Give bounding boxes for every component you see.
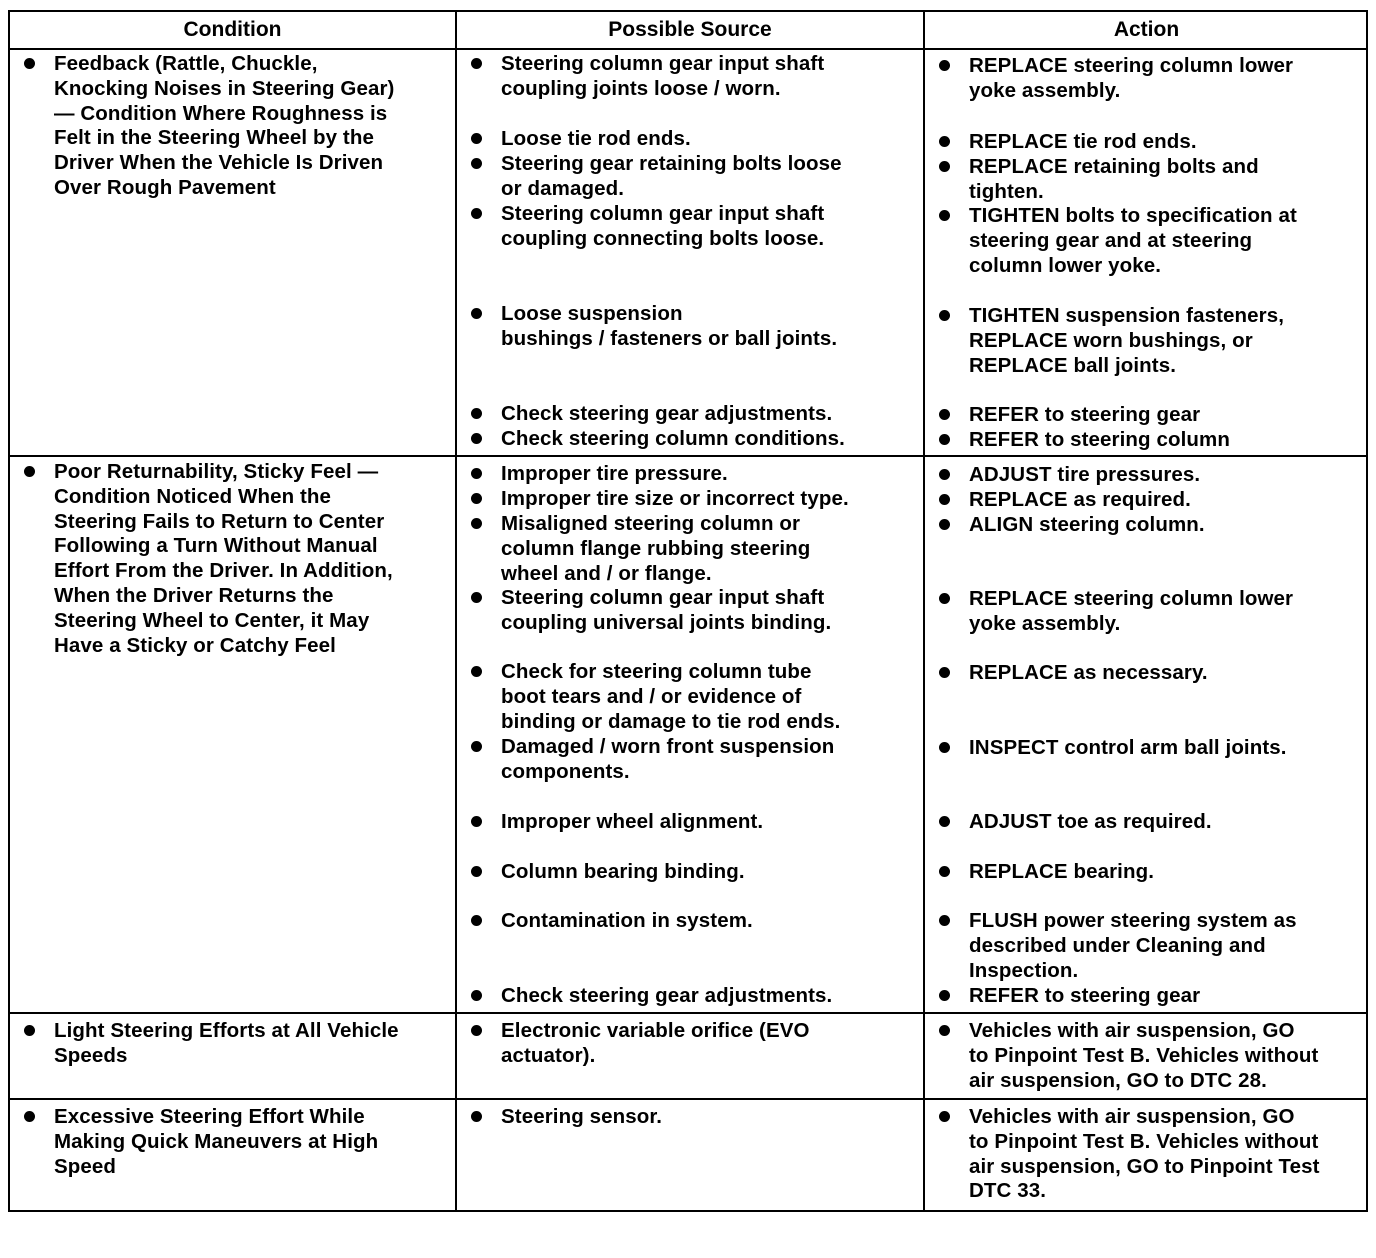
bullet-icon bbox=[939, 1025, 950, 1036]
bullet-icon bbox=[939, 310, 950, 321]
bullet-icon bbox=[471, 866, 482, 877]
action-text: TIGHTEN bolts to specification at steering gear and at steering column lower yoke. bbox=[969, 204, 1297, 277]
action-text: FLUSH power steering system as described under Cleaning and Inspection. bbox=[969, 909, 1297, 982]
bullet-icon bbox=[939, 866, 950, 877]
source-text: Steering column gear input shaft coupling connecting bolts loose. bbox=[501, 202, 825, 250]
source-text: Loose tie rod ends. bbox=[501, 127, 691, 150]
action-item bbox=[925, 909, 1368, 983]
action-text: ADJUST tire pressures. bbox=[969, 463, 1201, 486]
source-item bbox=[457, 810, 923, 835]
source-text: Improper wheel alignment. bbox=[501, 810, 764, 833]
action-text: TIGHTEN suspension fasteners, REPLACE worn bushings, or REPLACE ball joints. bbox=[969, 304, 1285, 377]
action-text: REPLACE steering column lower yoke assembly. bbox=[969, 587, 1294, 635]
condition-item bbox=[10, 1105, 455, 1179]
action-text: ADJUST toe as required. bbox=[969, 810, 1212, 833]
action-text: Vehicles with air suspension, GO to Pinpoint Test B. Vehicles without air suspension, GO to Pinpoint Test DTC 33. bbox=[969, 1105, 1320, 1203]
bullet-icon bbox=[471, 408, 482, 419]
bullet-icon bbox=[939, 136, 950, 147]
source-text: Check steering gear adjustments. bbox=[501, 984, 833, 1007]
source-item bbox=[457, 1019, 923, 1069]
action-text: REPLACE tie rod ends. bbox=[969, 130, 1197, 153]
action-item bbox=[925, 1105, 1368, 1204]
bullet-icon bbox=[471, 741, 482, 752]
source-item bbox=[457, 402, 923, 427]
action-item bbox=[925, 403, 1368, 428]
header-possible-source: Possible Source bbox=[608, 18, 772, 41]
condition-text: Poor Returnability, Sticky Feel — Condition Noticed When the Steering Fails to Return to Center Following a Turn Without Manual Effort From the Driver. In Addition, When the Driver Returns the Steering Wheel to Center, it May Have a Sticky or Catchy Feel bbox=[54, 460, 393, 657]
bullet-icon bbox=[471, 915, 482, 926]
bullet-icon bbox=[939, 1111, 950, 1122]
source-text: Steering column gear input shaft coupling joints loose / worn. bbox=[501, 52, 825, 100]
source-item bbox=[457, 302, 923, 352]
source-text: Column bearing binding. bbox=[501, 860, 745, 883]
source-text: Improper tire size or incorrect type. bbox=[501, 487, 849, 510]
source-item bbox=[457, 462, 923, 487]
source-text: Misaligned steering column or column flange rubbing steering wheel and / or flange. bbox=[501, 512, 811, 585]
header-condition: Condition bbox=[183, 18, 282, 41]
action-item bbox=[925, 428, 1368, 453]
bullet-icon bbox=[939, 469, 950, 480]
bullet-icon bbox=[939, 60, 950, 71]
bullet-icon bbox=[939, 667, 950, 678]
bullet-icon bbox=[939, 593, 950, 604]
action-text: REFER to steering gear bbox=[969, 984, 1201, 1007]
action-item bbox=[925, 463, 1368, 488]
source-text: Check steering column conditions. bbox=[501, 427, 845, 450]
troubleshooting-table bbox=[8, 10, 1368, 1212]
bullet-icon bbox=[24, 1111, 35, 1122]
source-item bbox=[457, 860, 923, 885]
bullet-icon bbox=[939, 816, 950, 827]
bullet-icon bbox=[939, 161, 950, 172]
source-text: Electronic variable orifice (EVO actuator). bbox=[501, 1019, 810, 1067]
source-text: Loose suspension bushings / fasteners or ball joints. bbox=[501, 302, 838, 350]
bullet-icon bbox=[471, 816, 482, 827]
bullet-icon bbox=[939, 434, 950, 445]
source-item bbox=[457, 127, 923, 152]
action-text: REPLACE retaining bolts and tighten. bbox=[969, 155, 1259, 203]
bullet-icon bbox=[471, 308, 482, 319]
bullet-icon bbox=[939, 990, 950, 1001]
source-item bbox=[457, 1105, 923, 1130]
action-text: REPLACE as necessary. bbox=[969, 661, 1208, 684]
source-item bbox=[457, 427, 923, 452]
source-item bbox=[457, 735, 923, 785]
condition-text: Feedback (Rattle, Chuckle, Knocking Noises in Steering Gear) — Condition Where Roughness is Felt in the Steering Wheel by the Driver When the Vehicle Is Driven Over Rough Pavement bbox=[54, 52, 395, 199]
action-item bbox=[925, 860, 1368, 885]
source-item bbox=[457, 586, 923, 636]
bullet-icon bbox=[471, 208, 482, 219]
condition-item bbox=[10, 52, 455, 201]
header-divider bbox=[10, 48, 1366, 50]
bullet-icon bbox=[471, 666, 482, 677]
action-item bbox=[925, 810, 1368, 835]
bullet-icon bbox=[24, 1025, 35, 1036]
action-text: ALIGN steering column. bbox=[969, 513, 1205, 536]
source-text: Check steering gear adjustments. bbox=[501, 402, 833, 425]
action-item bbox=[925, 736, 1368, 761]
bullet-icon bbox=[939, 210, 950, 221]
action-item bbox=[925, 54, 1368, 104]
source-text: Check for steering column tube boot tears and / or evidence of binding or damage to tie rod ends. bbox=[501, 660, 841, 733]
source-item bbox=[457, 202, 923, 252]
bullet-icon bbox=[939, 519, 950, 530]
row-divider-1 bbox=[10, 455, 1366, 457]
source-item bbox=[457, 152, 923, 202]
bullet-icon bbox=[471, 468, 482, 479]
action-text: REFER to steering gear bbox=[969, 403, 1201, 426]
action-text: Vehicles with air suspension, GO to Pinpoint Test B. Vehicles without air suspension, GO to DTC 28. bbox=[969, 1019, 1319, 1092]
action-item bbox=[925, 130, 1368, 155]
source-item bbox=[457, 984, 923, 1009]
action-text: REPLACE bearing. bbox=[969, 860, 1154, 883]
row-divider-3 bbox=[10, 1098, 1366, 1100]
action-item bbox=[925, 204, 1368, 278]
source-text: Contamination in system. bbox=[501, 909, 753, 932]
bullet-icon bbox=[939, 494, 950, 505]
bullet-icon bbox=[471, 990, 482, 1001]
bullet-icon bbox=[471, 1025, 482, 1036]
source-item bbox=[457, 660, 923, 734]
bullet-icon bbox=[471, 518, 482, 529]
source-text: Steering sensor. bbox=[501, 1105, 663, 1128]
action-item bbox=[925, 1019, 1368, 1093]
bullet-icon bbox=[471, 133, 482, 144]
action-item bbox=[925, 513, 1368, 538]
row-divider-2 bbox=[10, 1012, 1366, 1014]
source-item bbox=[457, 487, 923, 512]
action-item bbox=[925, 661, 1368, 686]
action-item bbox=[925, 587, 1368, 637]
source-text: Damaged / worn front suspension components. bbox=[501, 735, 835, 783]
action-item bbox=[925, 155, 1368, 205]
bullet-icon bbox=[471, 158, 482, 169]
source-text: Improper tire pressure. bbox=[501, 462, 728, 485]
source-item bbox=[457, 909, 923, 934]
bullet-icon bbox=[471, 592, 482, 603]
action-item bbox=[925, 984, 1368, 1009]
action-text: REPLACE as required. bbox=[969, 488, 1191, 511]
condition-item bbox=[10, 1019, 455, 1069]
bullet-icon bbox=[939, 409, 950, 420]
source-item bbox=[457, 512, 923, 586]
bullet-icon bbox=[939, 915, 950, 926]
bullet-icon bbox=[24, 58, 35, 69]
condition-text: Excessive Steering Effort While Making Quick Maneuvers at High Speed bbox=[54, 1105, 379, 1178]
source-item bbox=[457, 52, 923, 102]
bullet-icon bbox=[939, 742, 950, 753]
action-item bbox=[925, 488, 1368, 513]
bullet-icon bbox=[24, 466, 35, 477]
bullet-icon bbox=[471, 1111, 482, 1122]
bullet-icon bbox=[471, 58, 482, 69]
action-text: REPLACE steering column lower yoke assembly. bbox=[969, 54, 1294, 102]
condition-text: Light Steering Efforts at All Vehicle Speeds bbox=[54, 1019, 399, 1067]
action-text: REFER to steering column bbox=[969, 428, 1230, 451]
action-item bbox=[925, 304, 1368, 378]
source-text: Steering column gear input shaft coupling universal joints binding. bbox=[501, 586, 832, 634]
bullet-icon bbox=[471, 493, 482, 504]
condition-item bbox=[10, 460, 455, 658]
header-action: Action bbox=[1113, 18, 1180, 41]
bullet-icon bbox=[471, 433, 482, 444]
source-text: Steering gear retaining bolts loose or damaged. bbox=[501, 152, 842, 200]
action-text: INSPECT control arm ball joints. bbox=[969, 736, 1287, 759]
